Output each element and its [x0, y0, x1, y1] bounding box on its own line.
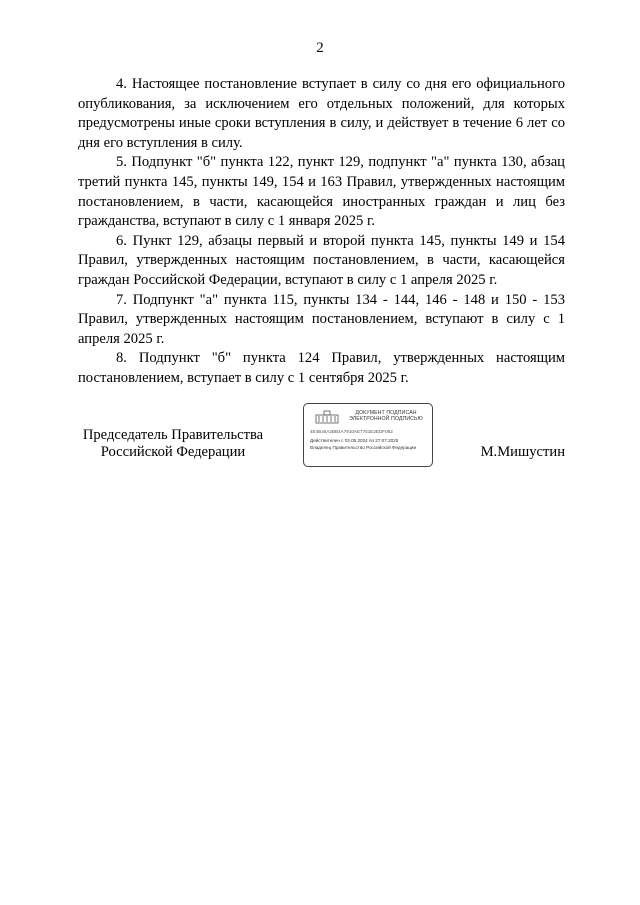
stamp-certificate-serial: 4E4B46A2BB4A7910AE7751E2EDF062 — [310, 429, 393, 434]
document-body — [78, 75, 565, 389]
paragraph-8: 8. Подпункт "б" пункта 124 Правил, утвержденных настоящим постановлением, вступает в силу с 1 сентября 2025 г. — [78, 350, 565, 386]
signer-position — [78, 427, 268, 461]
signature-block — [78, 398, 565, 473]
paragraph-7: 7. Подпункт "а" пункта 115, пункты 134 - 144, 146 - 148 и 150 - 153 Правил, утвержденных настоящим постановлением, вступают в силу с 1 апреля 2025 г. — [78, 291, 565, 347]
paragraph-6: 6. Пункт 129, абзацы первый и второй пункта 145, пункты 149 и 154 Правил, утвержденных настоящим постановлением, в части, касающейся граждан Российской Федерации, вступают в силу с 1 апреля 2025 г. — [78, 232, 565, 288]
signer-position-line1: Председатель Правительства — [82, 427, 264, 443]
government-building-icon — [315, 410, 339, 424]
page-number: 2 — [316, 40, 324, 56]
electronic-signature-stamp — [303, 403, 433, 467]
stamp-title-line2: ЭЛЕКТРОННОЙ ПОДПИСЬЮ — [349, 416, 423, 423]
paragraph-5: 5. Подпункт "б" пункта 122, пункт 129, подпункт "а" пункта 130, абзац третий пункта 145, пункты 149, 154 и 163 Правил, утвержденных настоящим постановлением, в части, касающейся иностранных граждан и лиц без гражданства, вступают в силу с 1 января 2025 г. — [78, 154, 565, 230]
signer-position-line2: Российской Федерации — [100, 444, 246, 460]
stamp-owner: Владелец Правительство Российской Федерации — [310, 445, 417, 450]
stamp-title-line1: ДОКУМЕНТ ПОДПИСАН — [355, 410, 417, 416]
stamp-title — [342, 410, 430, 423]
signer-name: М.Мишустин — [480, 444, 565, 460]
stamp-validity: Действителен с 03.05.2024 по 27.07.2025 — [310, 438, 399, 443]
paragraph-4: 4. Настоящее постановление вступает в силу со дня его официального опубликования, за исключением его отдельных положений, для которых предусмотрены иные сроки вступления в силу, и действует в течение 6 лет со дня его вступления в силу. — [78, 76, 565, 151]
